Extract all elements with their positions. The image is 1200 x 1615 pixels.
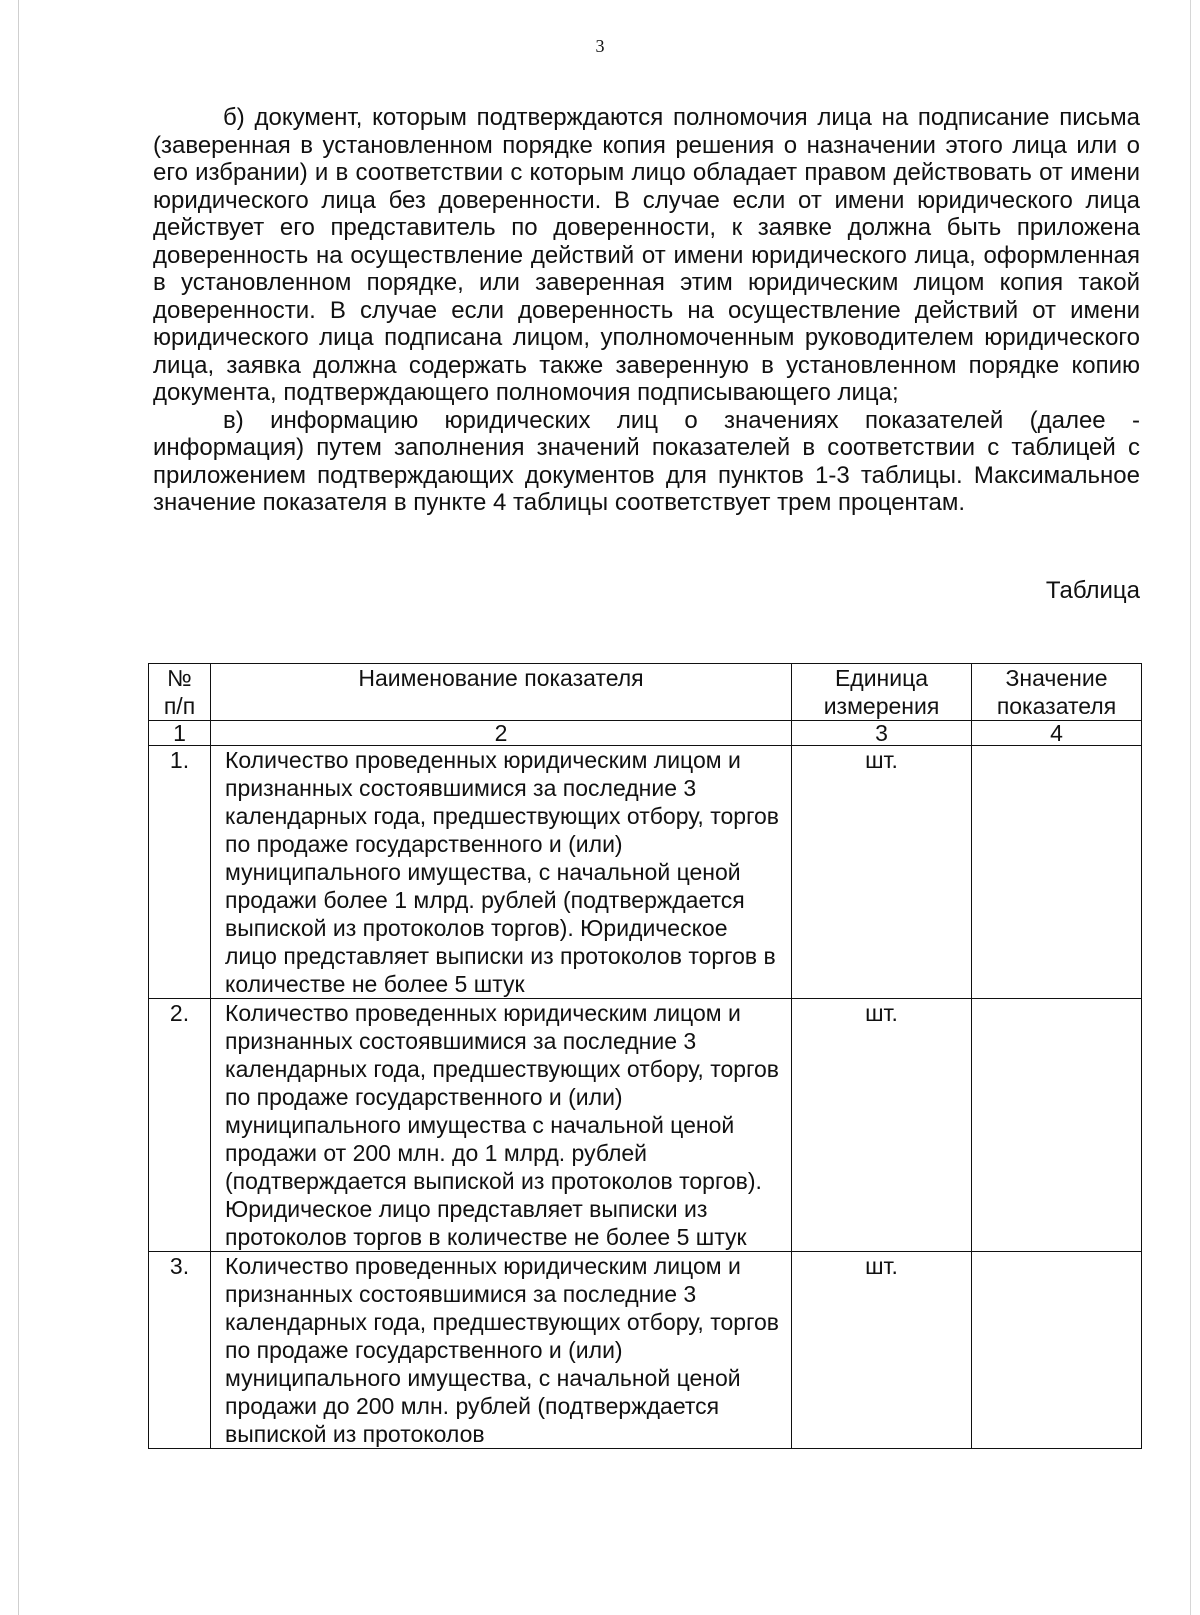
scan-edge-left [18, 0, 19, 1615]
table-row [149, 746, 1142, 999]
column-number: 1 [149, 721, 211, 746]
value-cell [972, 746, 1142, 999]
header-value: Значение показателя [972, 664, 1142, 721]
column-number: 4 [972, 721, 1142, 746]
indicator-name: Количество проведенных юридическим лицом и признанных состоявшимися за последние 3 календарных года, предшествующих отбору, торгов по продаже государственного и (или) муниципального имущества с начальной ценой продажи от 200 млн. до 1 млрд. рублей (подтверждается выпиской из протоколов торгов). Юридическое лицо представляет выписки из протоколов торгов в количестве не более 5 штук [211, 999, 792, 1252]
paragraph-v: в) информацию юридических лиц о значениях показателей (далее - информация) путем заполнения значений показателей в соответствии с таблицей с приложением подтверждающих документов для пунктов 1-3 таблицы. Максимальное значение показателя в пункте 4 таблицы соответствует трем процентам. [153, 406, 1140, 516]
column-number: 2 [211, 721, 792, 746]
unit-cell: шт. [792, 1252, 972, 1449]
unit-cell: шт. [792, 999, 972, 1252]
value-cell [972, 1252, 1142, 1449]
row-number: 1. [149, 746, 211, 999]
row-number: 2. [149, 999, 211, 1252]
header-name: Наименование показателя [211, 664, 792, 721]
header-unit: Единица измерения [792, 664, 972, 721]
table-row [149, 1252, 1142, 1449]
row-number: 3. [149, 1252, 211, 1449]
indicator-name: Количество проведенных юридическим лицом и признанных состоявшимися за последние 3 календарных года, предшествующих отбору, торгов по продаже государственного и (или) муниципального имущества, с начальной ценой продажи более 1 млрд. рублей (подтверждается выпиской из протоколов торгов). Юридическое лицо представляет выписки из протоколов торгов в количестве не более 5 штук [211, 746, 792, 999]
column-number: 3 [792, 721, 972, 746]
header-number: № п/п [149, 664, 211, 721]
page-number: 3 [595, 36, 605, 56]
table-caption: Таблица [1045, 577, 1140, 604]
indicator-name: Количество проведенных юридическим лицом и признанных состоявшимися за последние 3 календарных года, предшествующих отбору, торгов по продаже государственного и (или) муниципального имущества, с начальной ценой продажи до 200 млн. рублей (подтверждается выпиской из протоколов [211, 1252, 792, 1449]
paragraph-b: б) документ, которым подтверждаются полномочия лица на подписание письма (заверенная в установленном порядке копия решения о назначении этого лица или о его избрании) и в соответствии с которым лицо обладает правом действовать от имени юридического лица без доверенности. В случае если от имени юридического лица действует его представитель по доверенности, к заявке должна быть приложена доверенность на осуществление действий от имени юридического лица, оформленная в установленном порядке, или заверенная этим юридическим лицом копия такой доверенности. В случае если доверенность на осуществление действий от имени юридического лица подписана лицом, уполномоченным руководителем юридического лица, заявка должна содержать также заверенную в установленном порядке копию документа, подтверждающего полномочия подписывающего лица; [153, 104, 1140, 406]
scan-edge-right [1190, 0, 1191, 1615]
indicators-table [148, 663, 1142, 1449]
column-numbers-row [149, 721, 1142, 746]
unit-cell: шт. [792, 746, 972, 999]
table-row [149, 999, 1142, 1252]
value-cell [972, 999, 1142, 1252]
table-header-row [149, 664, 1142, 721]
body-text [153, 104, 1140, 517]
